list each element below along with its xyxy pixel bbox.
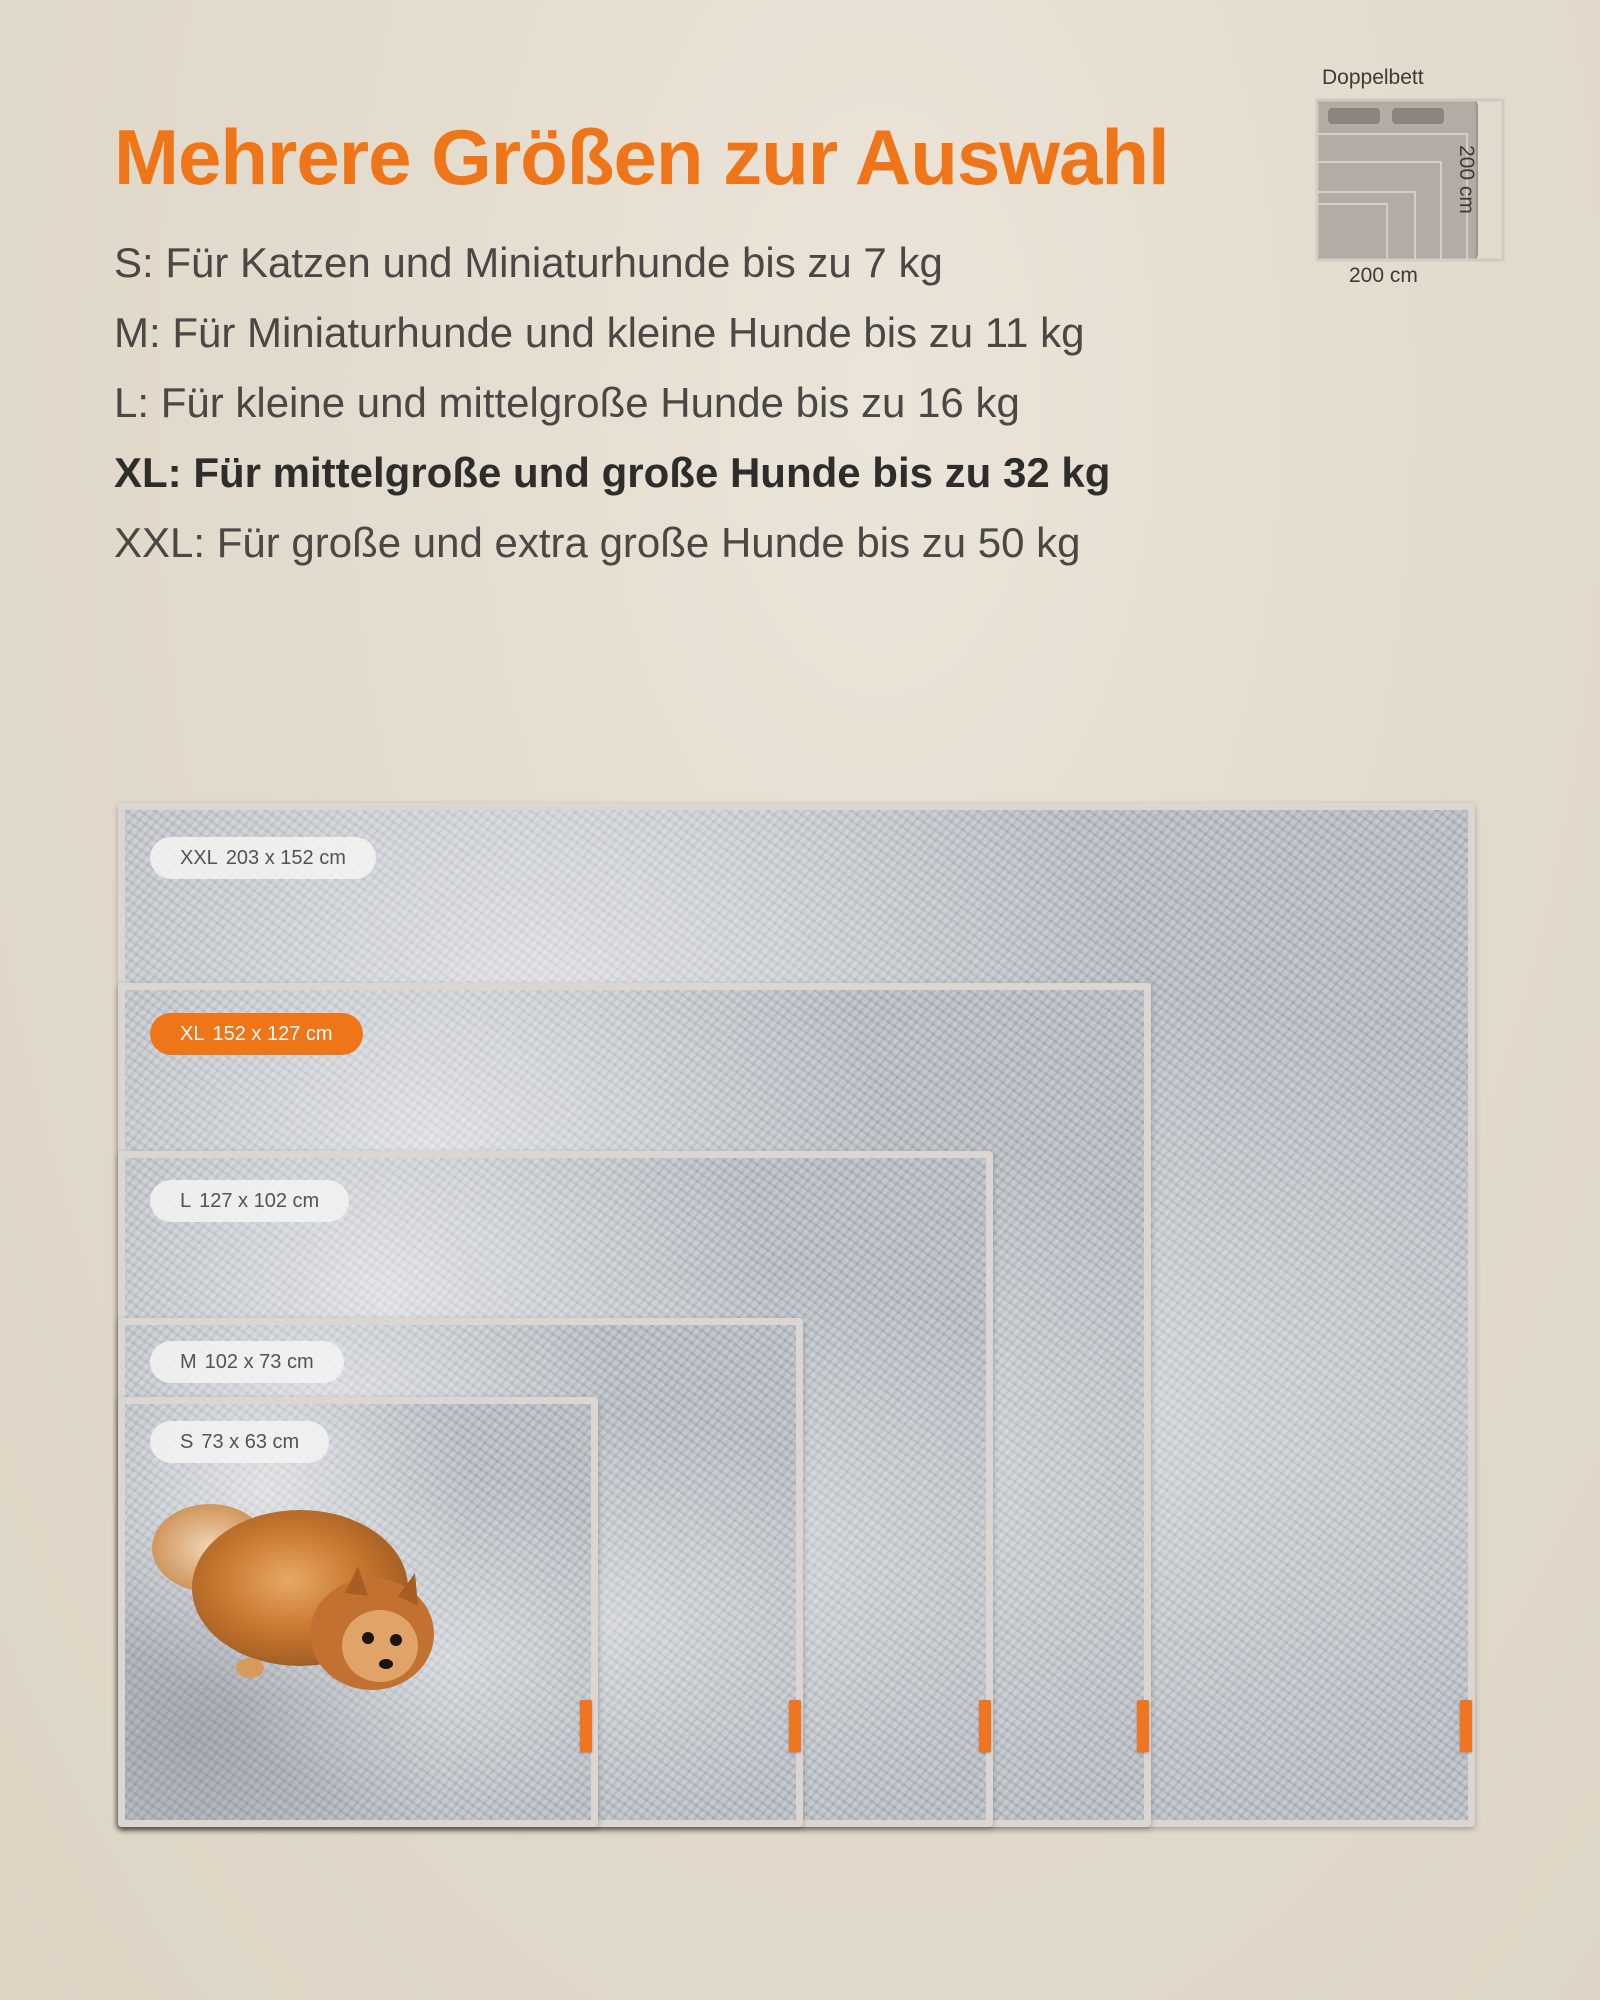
bed-width-label: 200 cm [1349,264,1418,287]
brand-tag-xxl [1460,1700,1472,1752]
brand-tag-l [979,1700,991,1752]
size-description-l: L: Für kleine und mittelgroße Hunde bis zu 16 kg [114,379,1020,426]
size-pill-xl[interactable] [150,1013,363,1055]
size-pill-dimensions: 203 x 152 cm [225,847,346,869]
page-title: Mehrere Größen zur Auswahl [114,113,1169,201]
size-pill-dimensions: 127 x 102 cm [199,1190,320,1212]
size-pill-size: XXL [180,847,218,869]
size-pill-size: L [180,1190,192,1212]
size-pill-s[interactable] [150,1421,329,1463]
size-description-s: S: Für Katzen und Miniaturhunde bis zu 7 kg [114,239,943,286]
size-pill-dimensions: 152 x 127 cm [212,1023,333,1045]
size-pill-size: M [180,1351,197,1373]
brand-tag-s [580,1700,592,1752]
size-pill-dimensions: 102 x 73 cm [204,1351,314,1373]
brand-tag-m [789,1700,801,1752]
size-description-xl: XL: Für mittelgroße und große Hunde bis zu 32 kg [114,449,1111,496]
size-pill-dimensions: 73 x 63 cm [201,1431,300,1453]
size-pill-m[interactable] [150,1341,344,1383]
size-pill-size: XL [180,1023,205,1045]
pomeranian-dog-image [140,1478,470,1718]
brand-tag-xl [1137,1700,1149,1752]
size-description-m: M: Für Miniaturhunde und kleine Hunde bis zu 11 kg [114,309,1085,356]
bed-label: Doppelbett [1322,66,1424,89]
size-pill-xxl[interactable] [150,837,376,879]
size-pill-size: S [180,1431,194,1453]
bed-length-label: 200 cm [1455,145,1478,214]
size-description-xxl: XXL: Für große und extra große Hunde bis zu 50 kg [114,519,1081,566]
size-pill-l[interactable] [150,1180,349,1222]
